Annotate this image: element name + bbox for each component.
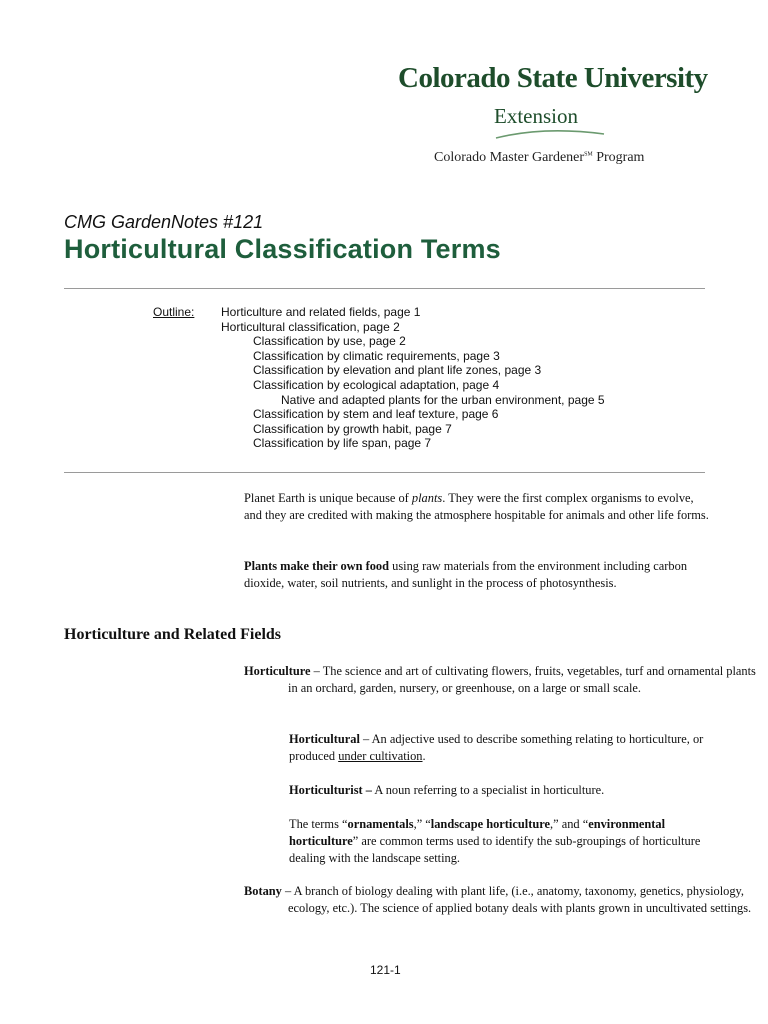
top-divider <box>64 288 705 289</box>
intro-paragraph: Planet Earth is unique because of plants. They were the first complex organisms to evolve, and they are credited with making the atmosphere hospitable for animals and other life forms. <box>244 491 709 522</box>
page-number: 121-1 <box>370 963 401 977</box>
outline-item: Classification by elevation and plant life zones, page 3 <box>253 363 542 378</box>
outline-list <box>221 305 605 451</box>
extension-logo-text: Extension <box>494 104 578 128</box>
botany-definition: Botany – A branch of biology dealing with plant life, (i.e., anatomy, taxonomy, genetics, physiology, ecology, etc.). The science of applied botany deals with plants grown in uncultivated settings. <box>244 884 752 915</box>
horticultural-definition: Horticultural – An adjective used to describe something relating to horticulture, or produced under cultivation. <box>289 732 704 763</box>
outline-item: Classification by ecological adaptation, page 4 <box>253 377 500 392</box>
university-logo-text: Colorado State University <box>398 62 708 94</box>
outline-item: Horticulture and related fields, page 1 <box>221 305 421 319</box>
outline-label: Outline: <box>153 305 195 319</box>
outline-item: Horticultural classification, page 2 <box>221 319 400 334</box>
program-name: Colorado Master Gardener℠ Program <box>434 150 645 165</box>
outline-divider <box>64 472 705 473</box>
horticulturist-definition: Horticulturist – A noun referring to a specialist in horticulture. <box>289 783 605 797</box>
page-title: Horticultural Classification Terms <box>64 234 501 264</box>
notes-id: CMG GardenNotes #121 <box>64 212 264 232</box>
horticulture-definition: Horticulture – The science and art of cultivating flowers, fruits, vegetables, turf and ornamental plants in an orchard, garden, nursery, or greenhouse, on a large or small scale. <box>244 664 756 695</box>
food-paragraph: Plants make their own food using raw materials from the environment including carbon dioxide, water, soil nutrients, and sunlight in the process of photosynthesis. <box>244 559 688 590</box>
extension-swoosh-icon <box>494 128 606 140</box>
outline-item: Classification by use, page 2 <box>253 334 406 349</box>
outline-item: Classification by life span, page 7 <box>253 436 432 451</box>
outline-item: Classification by climatic requirements, page 3 <box>253 348 500 363</box>
section-heading: Horticulture and Related Fields <box>64 626 282 643</box>
terms-paragraph: The terms “ornamentals,” “landscape horticulture,” and “environmental horticulture” are common terms used to identify the sub-groupings of horticulture dealing with the landscape setting. <box>289 817 701 865</box>
outline-item: Classification by stem and leaf texture, page 6 <box>253 407 499 422</box>
outline-item: Classification by growth habit, page 7 <box>253 421 452 436</box>
outline-item: Native and adapted plants for the urban environment, page 5 <box>281 392 605 407</box>
